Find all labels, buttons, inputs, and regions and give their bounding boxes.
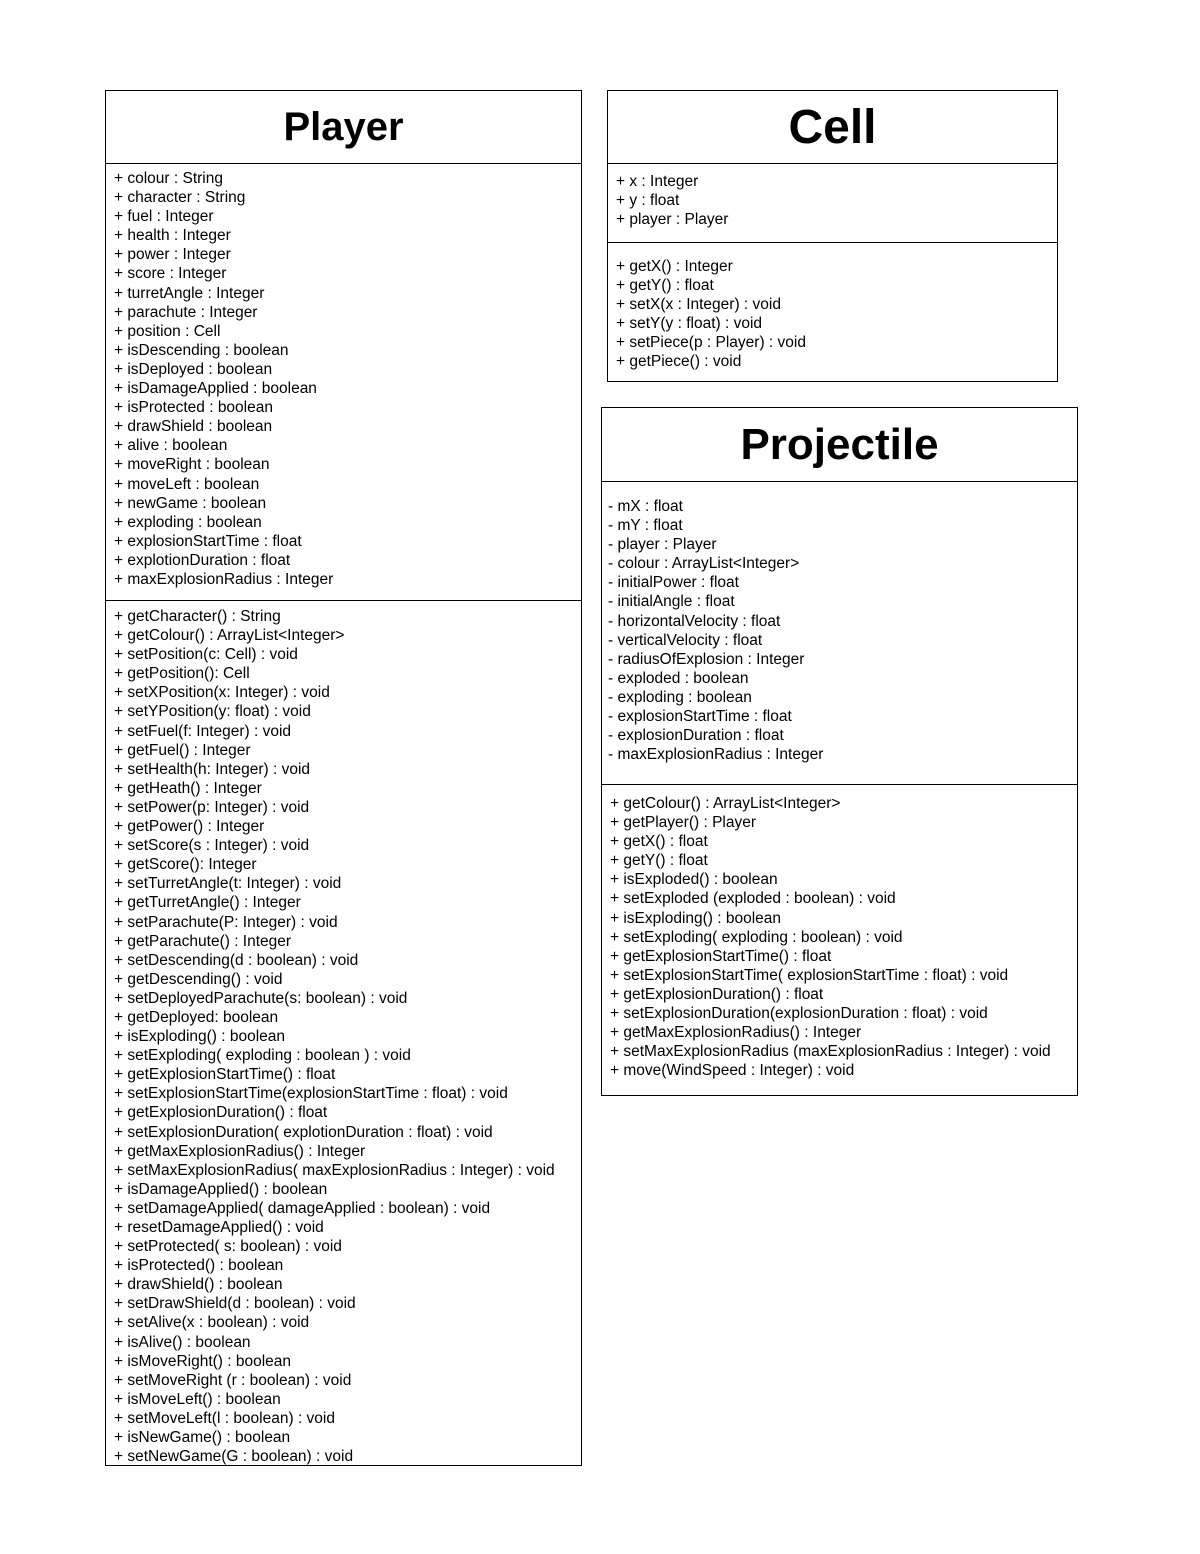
operation-row: + setDeployedParachute(s: boolean) : void bbox=[114, 989, 408, 1007]
operation-row: + setNewGame(G : boolean) : void bbox=[114, 1448, 354, 1466]
attribute-row: - initialAngle : float bbox=[608, 593, 735, 611]
projectile-attributes bbox=[602, 482, 1077, 784]
attribute-row: - radiusOfExplosion : Integer bbox=[608, 650, 805, 668]
operation-row: + getParachute() : Integer bbox=[114, 932, 292, 950]
operation-row: + setDrawShield(d : boolean) : void bbox=[114, 1295, 356, 1313]
attribute-row: + player : Player bbox=[616, 211, 729, 229]
operation-row: + setXPosition(x: Integer) : void bbox=[114, 684, 330, 702]
attribute-row: + y : float bbox=[616, 192, 680, 210]
attribute-row: + moveRight : boolean bbox=[114, 456, 270, 474]
operation-row: + setPiece(p : Player) : void bbox=[616, 334, 806, 352]
cell-class-name: Cell bbox=[608, 91, 1057, 164]
attribute-row: + alive : boolean bbox=[114, 437, 228, 455]
operation-row: + getPosition(): Cell bbox=[114, 665, 250, 683]
operation-row: + setPower(p: Integer) : void bbox=[114, 798, 310, 816]
cell-class-box bbox=[607, 90, 1058, 382]
operation-row: + getTurretAngle() : Integer bbox=[114, 894, 301, 912]
attribute-row: + moveLeft : boolean bbox=[114, 475, 260, 493]
attribute-row: - exploded : boolean bbox=[608, 669, 749, 687]
operation-row: + setDamageApplied( damageApplied : boolean) : void bbox=[114, 1199, 491, 1217]
operation-row: + setMoveLeft(l : boolean) : void bbox=[114, 1409, 335, 1427]
attribute-row: + isDeployed : boolean bbox=[114, 360, 273, 378]
operation-row: + setExplosionStartTime( explosionStartTime : float) : void bbox=[610, 966, 1009, 984]
projectile-operations bbox=[602, 784, 1077, 1080]
operation-row: + getPiece() : void bbox=[616, 353, 742, 371]
operation-row: + setX(x : Integer) : void bbox=[616, 296, 781, 314]
operation-row: + getDescending() : void bbox=[114, 970, 283, 988]
operation-row: + getColour() : ArrayList<Integer> bbox=[114, 627, 345, 645]
operation-row: + isExploding() : boolean bbox=[610, 909, 782, 927]
attribute-row: - player : Player bbox=[608, 536, 717, 554]
attribute-row: + fuel : Integer bbox=[114, 208, 214, 226]
operation-row: + setHealth(h: Integer) : void bbox=[114, 760, 311, 778]
attribute-row: - explosionDuration : float bbox=[608, 727, 784, 745]
attribute-row: + x : Integer bbox=[616, 173, 699, 190]
operation-row: + getPower() : Integer bbox=[114, 818, 265, 836]
attribute-row: + power : Integer bbox=[114, 246, 231, 264]
operation-row: + getY() : float bbox=[616, 277, 714, 295]
operation-row: + getMaxExplosionRadius() : Integer bbox=[114, 1142, 366, 1160]
operation-row: + setExplosionStartTime(explosionStartTime : float) : void bbox=[114, 1085, 508, 1103]
attribute-row: - verticalVelocity : float bbox=[608, 631, 763, 649]
operation-row: + setFuel(f: Integer) : void bbox=[114, 722, 292, 740]
attribute-row: + isDamageApplied : boolean bbox=[114, 380, 317, 398]
attribute-row: - initialPower : float bbox=[608, 574, 739, 592]
operation-row: + setTurretAngle(t: Integer) : void bbox=[114, 875, 342, 893]
operation-row: + isExploded() : boolean bbox=[610, 871, 778, 889]
operation-row: + isAlive() : boolean bbox=[114, 1333, 251, 1351]
projectile-class-name: Projectile bbox=[602, 408, 1077, 482]
operation-row: + setExploded (exploded : boolean) : void bbox=[610, 890, 896, 908]
attribute-row: + explotionDuration : float bbox=[114, 551, 291, 569]
attribute-row: - colour : ArrayList<Integer> bbox=[608, 555, 800, 573]
operation-row: + setY(y : float) : void bbox=[616, 315, 763, 333]
operation-row: + setProtected( s: boolean) : void bbox=[114, 1238, 342, 1256]
operation-row: + move(WindSpeed : Integer) : void bbox=[610, 1062, 855, 1080]
attribute-row: - mY : float bbox=[608, 517, 683, 535]
player-class-box bbox=[105, 90, 582, 1466]
projectile-class-box bbox=[601, 407, 1078, 1096]
attribute-row: + drawShield : boolean bbox=[114, 418, 273, 436]
operation-row: + setAlive(x : boolean) : void bbox=[114, 1314, 310, 1332]
operation-row: + getY() : float bbox=[610, 852, 708, 870]
operation-row: + isNewGame() : boolean bbox=[114, 1429, 291, 1447]
operation-row: + getDeployed: boolean bbox=[114, 1008, 279, 1026]
attribute-row: - maxExplosionRadius : Integer bbox=[608, 746, 824, 764]
operation-row: + getX() : Integer bbox=[616, 258, 733, 275]
operation-row: + setDescending(d : boolean) : void bbox=[114, 951, 359, 969]
cell-attributes bbox=[608, 164, 1057, 242]
player-class-name: Player bbox=[106, 91, 581, 164]
operation-row: + isMoveRight() : boolean bbox=[114, 1352, 292, 1370]
attribute-row: + isProtected : boolean bbox=[114, 399, 273, 417]
operation-row: + setScore(s : Integer) : void bbox=[114, 837, 310, 855]
attribute-row: - horizontalVelocity : float bbox=[608, 612, 781, 630]
operation-row: + getScore(): Integer bbox=[114, 856, 257, 874]
operation-row: + setExplosionDuration(explosionDuration : float) : void bbox=[610, 1005, 988, 1023]
attribute-row: + newGame : boolean bbox=[114, 494, 267, 512]
operation-row: + getCharacter() : String bbox=[114, 608, 281, 625]
operation-row: + isExploding() : boolean bbox=[114, 1028, 286, 1046]
operation-row: + setExplosionDuration( explotionDuration : float) : void bbox=[114, 1123, 493, 1141]
operation-row: + setParachute(P: Integer) : void bbox=[114, 913, 338, 931]
attribute-row: + maxExplosionRadius : Integer bbox=[114, 570, 334, 588]
player-attributes bbox=[106, 164, 581, 600]
operation-row: + getExplosionStartTime() : float bbox=[610, 947, 832, 965]
operation-row: + setMoveRight (r : boolean) : void bbox=[114, 1371, 352, 1389]
operation-row: + setPosition(c: Cell) : void bbox=[114, 646, 298, 664]
cell-operations bbox=[608, 242, 1057, 372]
attribute-row: + explosionStartTime : float bbox=[114, 532, 302, 550]
operation-row: + setMaxExplosionRadius( maxExplosionRadius : Integer) : void bbox=[114, 1161, 555, 1179]
attribute-row: - mX : float bbox=[608, 498, 683, 515]
attribute-row: + turretAngle : Integer bbox=[114, 284, 265, 302]
attribute-row: - explosionStartTime : float bbox=[608, 708, 792, 726]
operation-row: + isMoveLeft() : boolean bbox=[114, 1390, 281, 1408]
operation-row: + getMaxExplosionRadius() : Integer bbox=[610, 1024, 862, 1042]
operation-row: + isDamageApplied() : boolean bbox=[114, 1180, 328, 1198]
attribute-row: - exploding : boolean bbox=[608, 688, 752, 706]
operation-row: + getColour() : ArrayList<Integer> bbox=[610, 795, 841, 812]
operation-row: + getExplosionDuration() : float bbox=[610, 985, 824, 1003]
operation-row: + getX() : float bbox=[610, 833, 708, 851]
operation-row: + drawShield() : boolean bbox=[114, 1276, 283, 1294]
attribute-row: + parachute : Integer bbox=[114, 303, 258, 321]
operation-row: + setYPosition(y: float) : void bbox=[114, 703, 311, 721]
operation-row: + getHeath() : Integer bbox=[114, 779, 262, 797]
operation-row: + getExplosionDuration() : float bbox=[114, 1104, 328, 1122]
operation-row: + isProtected() : boolean bbox=[114, 1257, 284, 1275]
attribute-row: + exploding : boolean bbox=[114, 513, 262, 531]
operation-row: + setExploding( exploding : boolean) : void bbox=[610, 928, 903, 946]
attribute-row: + score : Integer bbox=[114, 265, 227, 283]
operation-row: + getFuel() : Integer bbox=[114, 741, 251, 759]
attribute-row: + health : Integer bbox=[114, 227, 231, 245]
operation-row: + setMaxExplosionRadius (maxExplosionRadius : Integer) : void bbox=[610, 1043, 1051, 1061]
player-operations bbox=[106, 600, 581, 1466]
operation-row: + setExploding( exploding : boolean ) : void bbox=[114, 1047, 411, 1065]
attribute-row: + colour : String bbox=[114, 170, 223, 187]
operation-row: + getExplosionStartTime() : float bbox=[114, 1066, 336, 1084]
operation-row: + getPlayer() : Player bbox=[610, 814, 757, 832]
attribute-row: + isDescending : boolean bbox=[114, 341, 289, 359]
attribute-row: + character : String bbox=[114, 189, 246, 207]
attribute-row: + position : Cell bbox=[114, 322, 221, 340]
operation-row: + resetDamageApplied() : void bbox=[114, 1219, 324, 1236]
